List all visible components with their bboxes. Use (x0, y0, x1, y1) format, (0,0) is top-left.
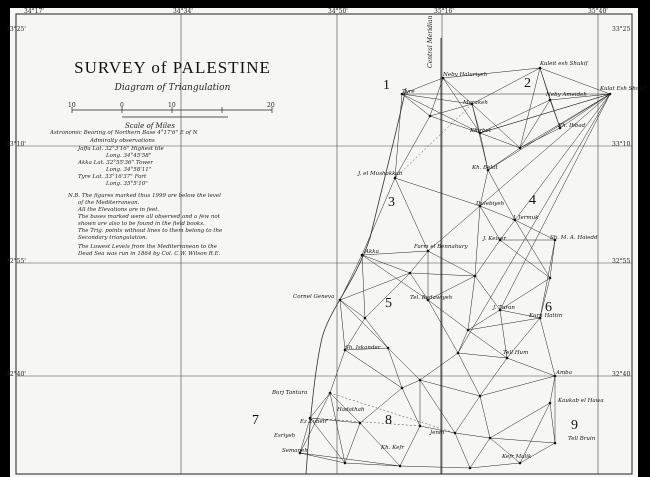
legend-line-17: Dead Sea was run in 1864 by Col. C.W. Wilson R.E. (78, 251, 221, 257)
trig-station (419, 425, 422, 428)
triangulation-line (475, 240, 500, 276)
triangulation-line (340, 300, 345, 350)
triangulation-line (470, 463, 520, 468)
trig-station (419, 379, 422, 382)
triangulation-line (468, 276, 475, 330)
legend-line-1: Astronomic Bearing of Northern Base 4°17'6" E of N (50, 130, 198, 136)
place-label[interactable]: Neby Ameideh (546, 92, 587, 98)
legend-line-9: N.B. The figures marked thus 1999 are below the level (68, 193, 221, 199)
triangulation-line (395, 178, 480, 206)
sheet-number-9[interactable]: 9 (571, 418, 578, 433)
trig-station (519, 462, 522, 465)
triangulation-line (472, 104, 520, 148)
triangulation-line (455, 396, 480, 433)
triangulation-line (362, 255, 365, 318)
scale-tick-2: 0 (120, 102, 124, 109)
place-label[interactable]: Akka (365, 249, 379, 255)
scale-tick-4: 20 (267, 102, 275, 109)
trig-station (339, 299, 342, 302)
triangulation-line (455, 433, 490, 438)
place-label[interactable]: J. Keiser (483, 236, 506, 242)
sheet-number-2[interactable]: 2 (524, 76, 531, 91)
sheet-number-3[interactable]: 3 (388, 195, 395, 210)
triangulation-line (470, 438, 490, 468)
coord-top-4: 35°16' (434, 8, 454, 15)
legend-line-8: Long. 35°5'10" (106, 181, 148, 187)
trig-station (409, 272, 412, 275)
place-label[interactable]: Tel. Bedawiyeh (410, 295, 453, 301)
place-label[interactable]: Ez Zubeir (300, 419, 328, 425)
coord-right-2: 33°10 (612, 141, 631, 148)
central-meridian-label: Central Meridian (427, 15, 434, 68)
triangulation-line (455, 433, 470, 468)
triangulation-line (550, 376, 555, 403)
trig-station (469, 467, 472, 470)
coord-right-3: 32°55 (612, 258, 631, 265)
place-label[interactable]: Tell Bruin (568, 436, 596, 442)
triangulation-line (395, 94, 402, 178)
place-label[interactable]: Kefr Malik (502, 454, 532, 460)
map-sheet (6, 8, 647, 477)
scale-tick-1: 10 (68, 102, 76, 109)
legend-line-4: Long. 34°45'58" (106, 153, 152, 159)
triangulation-line (472, 104, 488, 170)
legend-line-10: of the Mediterranean. (78, 200, 140, 206)
trig-station (549, 277, 552, 280)
triangulation-line (410, 273, 475, 276)
place-label[interactable]: Esriyeh (274, 433, 296, 439)
trig-station (401, 387, 404, 390)
legend-line-12: The bases marked were all observed and a few not (78, 214, 220, 220)
triangulation-line (345, 350, 402, 388)
place-label[interactable]: Burj Tantura (272, 390, 308, 396)
triangulation-line (395, 116, 430, 178)
triangulation-line (507, 358, 555, 376)
trig-station (361, 254, 364, 257)
place-label[interactable]: Kh. Ibbad (558, 123, 586, 129)
trig-station (609, 93, 612, 96)
trig-station (457, 352, 460, 355)
triangulation-line (540, 318, 555, 376)
trig-station (427, 250, 430, 253)
legend-line-16: The Lowest Levels from the Mediterranean to the (78, 244, 218, 250)
legend-line-13: shown are also to be found in the field books. (78, 221, 205, 227)
triangulation-line (388, 348, 420, 380)
triangulation-line (300, 453, 400, 466)
place-label[interactable]: Amba (556, 370, 572, 376)
place-label[interactable]: J. Jermuk (513, 215, 539, 221)
trig-station (429, 115, 432, 118)
place-label[interactable]: Neby Haluriyeh (443, 72, 488, 78)
coord-right-4: 32°40 (612, 371, 631, 378)
triangulation-line (345, 423, 360, 463)
trig-station (364, 317, 367, 320)
trig-station (506, 357, 509, 360)
triangulation-line (360, 388, 402, 423)
triangulation-line (428, 251, 475, 276)
place-label[interactable]: Marakeh (463, 100, 488, 106)
triangulation-line (345, 463, 400, 466)
place-label[interactable]: Kulat Esh Shukif (600, 86, 647, 92)
place-label[interactable]: Farm el Bennahury (414, 244, 468, 250)
triangulation-line (428, 300, 458, 353)
place-label[interactable]: J. el Mushakkah (358, 171, 403, 177)
place-label[interactable]: Kaukab el Hawa (558, 398, 604, 404)
legend-line-14: The Trig. points without lines to them belong to the (78, 228, 223, 234)
place-label[interactable]: J. Turan (493, 305, 515, 311)
trig-station (359, 422, 362, 425)
scale-tick-3: 10 (168, 102, 176, 109)
triangulation-line (410, 251, 428, 273)
triangulation-line (488, 94, 610, 170)
coord-left-4: 32°40' (6, 371, 26, 378)
coord-left-3: 32°55' (6, 258, 26, 265)
triangulation-line (458, 330, 468, 353)
triangulation-line (362, 255, 410, 273)
triangulation-line (400, 466, 470, 468)
trig-station (554, 442, 557, 445)
place-label[interactable]: Kh. Belat (472, 165, 498, 171)
map-subtitle: Diagram of Triangulation (114, 83, 231, 93)
legend-line-3: Jaffa Lat. 32°3'16" Highest tile (78, 146, 164, 152)
coord-right-1: 33°25 (612, 26, 631, 33)
place-label[interactable]: Kh. Kefr (381, 445, 405, 451)
coord-top-3: 34°50' (328, 8, 348, 15)
trig-station (454, 432, 457, 435)
triangulation-line (488, 170, 515, 220)
triangulation-line (362, 255, 428, 300)
triangulation-line (428, 300, 468, 330)
place-label[interactable]: Cornel Geneva (293, 294, 335, 300)
coord-top-2: 34°34' (173, 8, 193, 15)
triangulation-line (365, 318, 388, 348)
place-label[interactable]: Sh. M. A. Haiedd (550, 235, 598, 241)
legend-line-7: Tyre Lat. 33°16'37" Fort (78, 174, 147, 180)
triangulation-line (490, 438, 555, 443)
map-title: SURVEY of PALESTINE (74, 58, 271, 77)
place-label[interactable]: Sh. Iskander (345, 345, 381, 351)
triangulation-line (480, 358, 507, 396)
triangulation-line (340, 300, 388, 348)
place-label[interactable]: Jenin (430, 430, 445, 436)
place-label[interactable]: Kuleit esh Shukif (540, 61, 588, 67)
triangulation-line (475, 206, 480, 276)
sheet-number-7[interactable]: 7 (252, 413, 259, 428)
place-label[interactable]: Dulebiyeh (476, 201, 505, 207)
trig-station (394, 177, 397, 180)
coord-left-1: 33°25' (6, 26, 26, 33)
triangulation-line (550, 240, 555, 278)
sheet-number-4[interactable]: 4 (529, 193, 536, 208)
trig-station (344, 462, 347, 465)
trig-station (479, 395, 482, 398)
triangulation-line (340, 273, 410, 300)
triangulation-line (458, 353, 507, 358)
place-label[interactable]: Tyre (402, 89, 415, 95)
triangulation-line (468, 330, 507, 358)
triangulation-line (402, 380, 420, 388)
place-label[interactable]: Tell Hum (503, 350, 529, 356)
triangulation-line (340, 300, 365, 318)
trig-station (474, 275, 477, 278)
triangulation-line (402, 388, 420, 426)
legend-line-11: All the Elevations are in feet. (78, 207, 160, 213)
coord-top-5: 35°40' (588, 8, 608, 15)
scale-label: Scale of Miles (125, 122, 175, 130)
place-label[interactable]: Hadathah (337, 407, 365, 413)
triangulation-line (388, 348, 402, 388)
coord-left-2: 33°10' (6, 141, 26, 148)
place-label[interactable]: Khirbet (470, 128, 492, 134)
triangulation-line (480, 396, 490, 438)
trig-station (467, 329, 470, 332)
triangulation-line (480, 206, 515, 220)
triangulation-line (468, 310, 500, 330)
legend-line-2: Admiralty observations (90, 138, 155, 144)
triangulation-line (362, 178, 395, 255)
trig-station (399, 465, 402, 468)
triangulation-line (468, 318, 540, 330)
triangulation-diagram[interactable] (10, 8, 638, 477)
triangulation-line (480, 376, 555, 396)
place-label[interactable]: Kurn Hattin (529, 313, 563, 319)
legend-line-5: Akka Lat. 32°55'36" Tower (78, 160, 153, 166)
triangulation-line (330, 393, 345, 463)
trig-station (489, 437, 492, 440)
trig-station (539, 67, 542, 70)
triangulation-line (500, 240, 550, 278)
coord-top-1: 34°17' (24, 8, 44, 15)
secondary-line (330, 393, 455, 433)
triangulation-line (330, 350, 345, 393)
legend-line-15: Secondary triangulation. (78, 235, 148, 241)
legend-line-6: Long. 34°58'11" (106, 167, 152, 173)
sheet-number-5[interactable]: 5 (385, 296, 392, 311)
triangulation-line (500, 94, 610, 310)
triangulation-line (480, 94, 610, 206)
triangulation-line (395, 178, 428, 251)
trig-station (519, 147, 522, 150)
place-label[interactable]: Semaneh (282, 448, 308, 454)
triangulation-line (550, 403, 555, 443)
triangulation-line (480, 206, 500, 240)
trig-station (329, 392, 332, 395)
sheet-number-1[interactable]: 1 (383, 78, 390, 93)
sheet-number-8[interactable]: 8 (385, 413, 392, 428)
trig-station (549, 99, 552, 102)
sheet-number-6[interactable]: 6 (545, 300, 552, 315)
trig-station (549, 402, 552, 405)
trig-station (387, 347, 390, 350)
triangulation-line (458, 353, 480, 396)
